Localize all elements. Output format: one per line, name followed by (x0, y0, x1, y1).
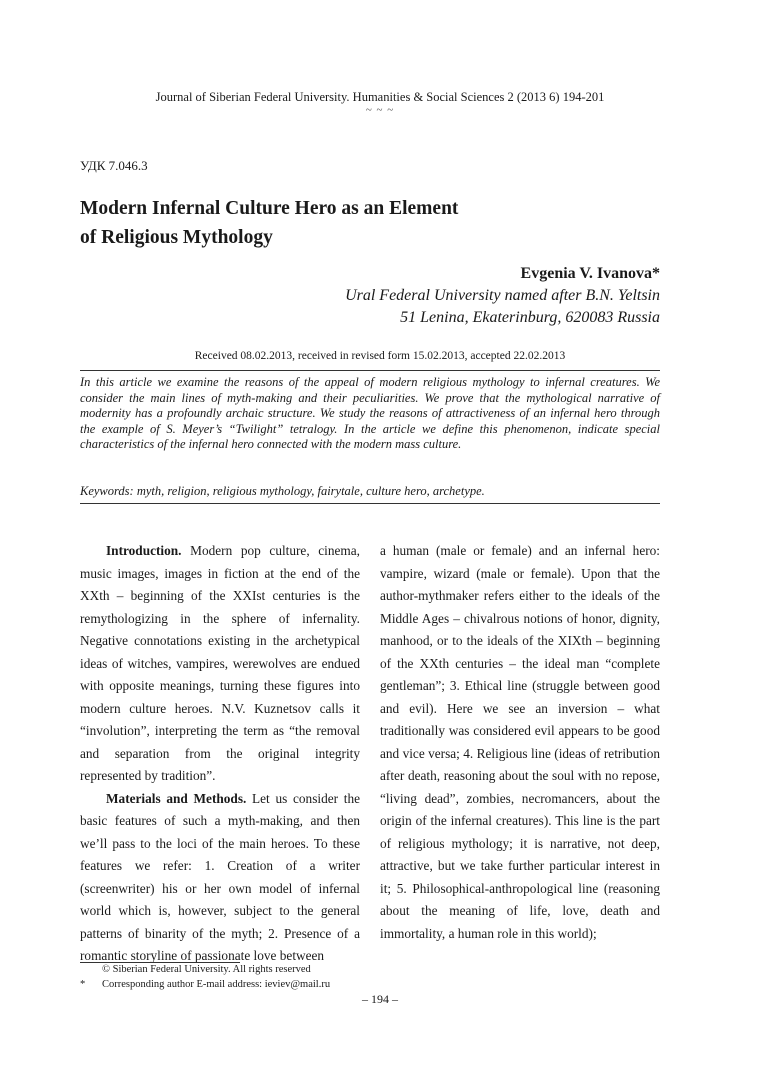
footnote-spacer (80, 962, 102, 977)
intro-text: Modern pop culture, cinema, music images, images in fiction at the end of the XXth – beginning of the XXIst centuries is the remythologizing in the sphere of infernality. Negative connotations existing in the archetypical ideas of witches, vampires, werewolves are endued with opposite meanings, turning these figures into modern culture heroes. N.V. Kuznetsov calls it “involution”, interpreting the term as “the removal and separation from the original integrity represented by tradition”. (80, 543, 360, 783)
header-ornament: ~ ~ ~ (365, 104, 395, 116)
author-block (345, 263, 660, 329)
body-column-right (380, 540, 660, 945)
abstract-top-rule (80, 370, 660, 371)
title-line-1: Modern Infernal Culture Hero as an Element (80, 198, 459, 219)
journal-header: Journal of Siberian Federal University. Humanities & Social Sciences 2 (2013 6) 194-201 (155, 90, 605, 104)
article-title (80, 194, 640, 252)
methods-heading: Materials and Methods. (106, 790, 247, 806)
methods-paragraph (80, 788, 360, 968)
footnote-asterisk: * (80, 979, 86, 990)
udk-code: УДК 7.046.3 (80, 158, 148, 173)
footnote-corresponding: Corresponding author E-mail address: ieviev@mail.ru (102, 979, 331, 990)
footnote-copyright-row (80, 962, 330, 977)
right-column-text: a human (male or female) and an infernal hero: vampire, wizard (male or female). Upon that the author-mythmaker refers either to the ideals of the Middle Ages – chivalrous notions of honor, dignity, manhood, or to the ideals of the XIXth – beginning of the XXth centuries – the ideal man “complete gentleman”; 3. Ethical line (struggle between good and evil). Here we see an inversion – what traditionally was considered evil appears to be good and vice versa; 4. Religious line (ideas of retribution after death, reasoning about the soul with no repose, “living dead”, zombies, necromancers, about the origin of the infernal creatures). This line is the part of religious mythology; it is narrative, not deep, attractive, but we take further particular interest in it; 5. Philosophical-anthropological line (reasoning about the meaning of life, love, death and immortality, a human role in this world); (380, 543, 660, 941)
intro-paragraph (80, 540, 360, 788)
page-number: – 194 – (362, 992, 398, 1006)
received-dates: Received 08.02.2013, received in revised form 15.02.2013, accepted 22.02.2013 (194, 350, 566, 362)
body-column-left (80, 540, 360, 968)
keywords: Keywords: myth, religion, religious mythology, fairytale, culture hero, archetype. (80, 484, 485, 498)
affiliation-line-1: Ural Federal University named after B.N. Yeltsin (345, 287, 660, 304)
intro-heading: Introduction. (106, 543, 182, 558)
abstract: In this article we examine the reasons of the appeal of modern religious mythology to infernal creatures. We consider the main lines of myth-making and their peculiarities. We prove that the mythological narrative of modernity has a profoundly archaic structure. We study the reasons of attractiveness of an infernal hero through the example of S. Meyer’s “Twilight” tetralogy. In the article we define this phenomenon, indicate special characteristics of the infernal hero connected with the modern mass culture. (80, 375, 660, 452)
methods-text: Let us consider the basic features of such a myth-making, and then we’ll pass to the loci of the main heroes. To these features we refer: 1. Creation of a writer (screenwriter) his or her own model of infernal world which is, however, subject to the general patterns of binarity of the myth; 2. Presence of a romantic storyline of passionate love between (80, 790, 360, 963)
footnote-copyright: © Siberian Federal University. All rights reserved (102, 964, 311, 975)
footnotes (80, 962, 330, 992)
author-name: Evgenia V. Ivanova* (520, 265, 660, 282)
abstract-bottom-rule (80, 503, 660, 504)
affiliation-line-2: 51 Lenina, Ekaterinburg, 620083 Russia (400, 309, 660, 326)
footnote-corresponding-row (80, 977, 330, 992)
title-line-2: of Religious Mythology (80, 227, 273, 248)
